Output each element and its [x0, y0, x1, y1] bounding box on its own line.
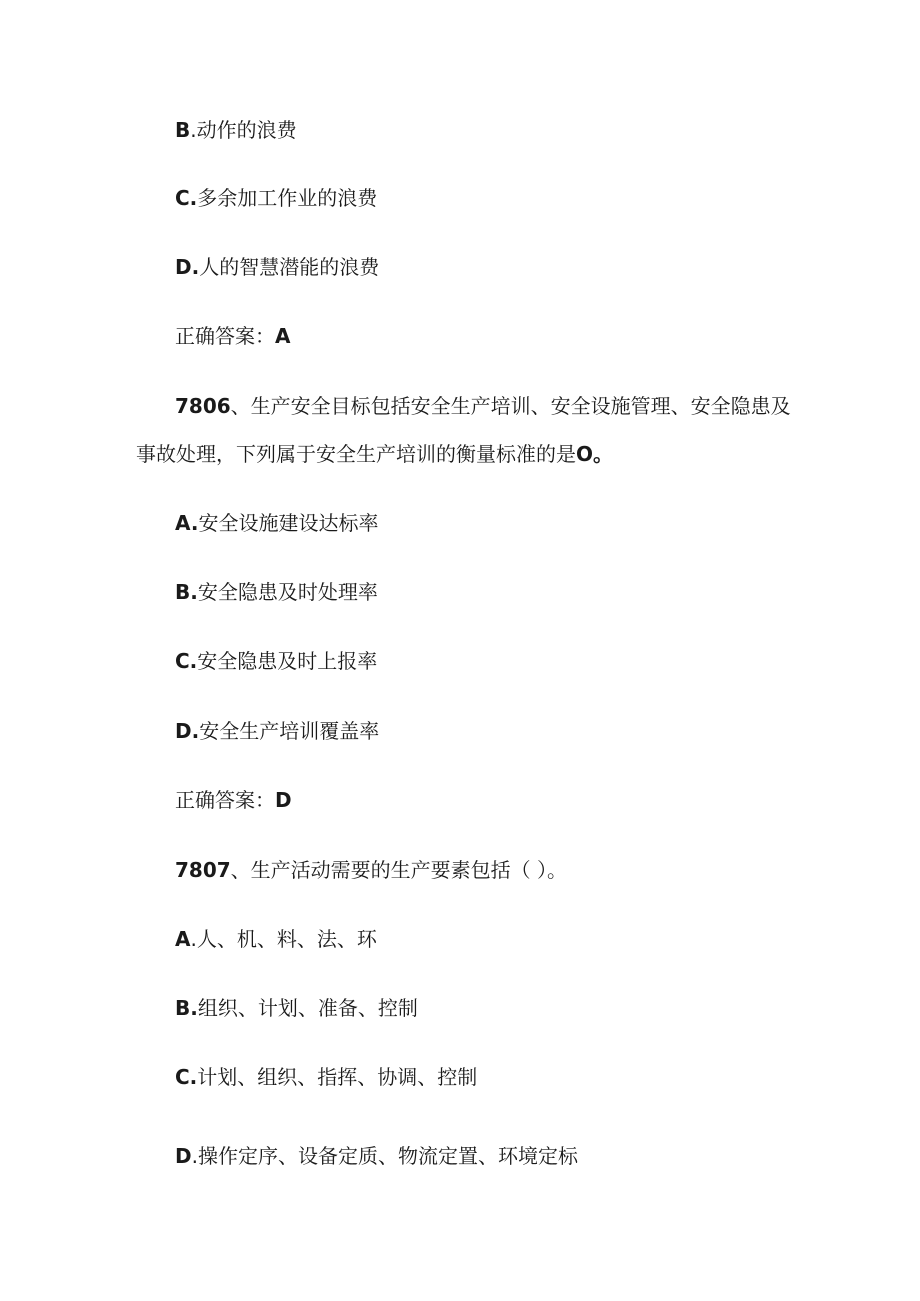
option-letter: B. [175, 996, 198, 1020]
answer-value: D [275, 788, 292, 812]
option-letter: B [175, 118, 191, 142]
correct-answer [175, 322, 290, 350]
correct-answer [175, 786, 292, 814]
question-number: 7806 [175, 394, 231, 418]
option-letter: D. [175, 255, 200, 279]
option-text: 安全隐患及时上报率 [197, 649, 378, 673]
option-text: .人、机、料、法、环 [190, 927, 377, 951]
question-stem: 、生产安全目标包括安全生产培训、安全设施管理、安全隐患及 [230, 394, 791, 418]
option-letter: A. [175, 511, 199, 535]
answer-label: 正确答案： [175, 788, 275, 812]
option-letter: D [175, 1144, 192, 1168]
option-letter: D. [175, 719, 200, 743]
option-text: 安全隐患及时处理率 [197, 580, 378, 604]
question-blank: O。 [576, 442, 614, 466]
option-letter: C. [175, 1065, 198, 1089]
option-text: 安全设施建设达标率 [198, 511, 379, 535]
option-d [175, 717, 379, 745]
option-letter: C. [175, 649, 198, 673]
option-text: 安全生产培训覆盖率 [199, 719, 380, 743]
option-text: .动作的浪费 [190, 118, 297, 142]
option-text: 多余加工作业的浪费 [197, 186, 378, 210]
question-7806-stem-line2 [136, 440, 613, 468]
option-d [175, 1142, 578, 1170]
question-stem: 、生产活动需要的生产要素包括（ ）。 [230, 858, 568, 882]
question-stem-continued: 事故处理，下列属于安全生产培训的衡量标准的是 [136, 442, 576, 466]
option-letter: B. [175, 580, 198, 604]
option-c [175, 1063, 477, 1091]
option-text: .操作定序、设备定质、物流定置、环境定标 [191, 1144, 578, 1168]
option-d [175, 253, 379, 281]
answer-label: 正确答案： [175, 324, 275, 348]
question-number: 7807 [175, 858, 231, 882]
option-a [175, 509, 378, 537]
option-text: 计划、组织、指挥、协调、控制 [197, 1065, 478, 1089]
option-text: 人的智慧潜能的浪费 [199, 255, 380, 279]
option-b [175, 578, 378, 606]
option-b [175, 116, 297, 144]
option-letter: C. [175, 186, 198, 210]
option-text: 组织、计划、准备、控制 [197, 996, 418, 1020]
question-7806-stem-line1 [175, 392, 791, 420]
option-a [175, 925, 377, 953]
option-c [175, 184, 377, 212]
answer-value: A [275, 324, 291, 348]
option-letter: A [175, 927, 191, 951]
option-c [175, 647, 377, 675]
question-7807-stem [175, 856, 567, 884]
option-b [175, 994, 418, 1022]
